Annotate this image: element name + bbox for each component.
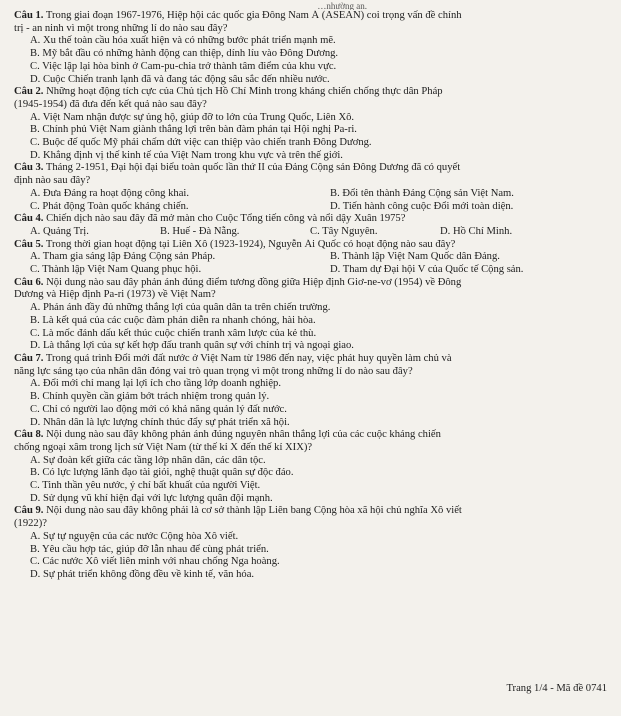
answer-option[interactable]: A. Tham gia sáng lập Đảng Cộng sản Pháp. bbox=[30, 251, 216, 263]
question-5 bbox=[14, 239, 607, 277]
question-text: năng lực sáng tạo của nhân dân đóng vai trò quan trọng vì một trong những lí do nào sau đây? bbox=[14, 365, 413, 377]
question-2 bbox=[14, 86, 607, 162]
answer-option[interactable]: A. Phản ánh đầy đủ những thắng lợi của quân dân ta trên chiến trường. bbox=[30, 302, 331, 314]
question-text: trị - an ninh vì một trong những lí do nào sau đây? bbox=[14, 22, 228, 34]
question-7 bbox=[14, 353, 607, 429]
answer-option[interactable]: D. Tiến hành công cuộc Đổi mới toàn diện. bbox=[330, 200, 514, 212]
answer-option[interactable]: C. Tây Nguyên. bbox=[310, 225, 378, 237]
answer-option[interactable]: A. Xu thế toàn cầu hóa xuất hiện và có những bước phát triển mạnh mẽ. bbox=[30, 35, 336, 47]
answer-option[interactable]: B. Mỹ bắt đầu có những hành động can thiệp, dính líu vào Đông Dương. bbox=[30, 48, 339, 60]
question-line bbox=[14, 353, 607, 366]
answer-option[interactable]: C. Việc lập lại hòa bình ở Cam-pu-chia trở thành tâm điểm của khu vực. bbox=[30, 60, 337, 72]
question-text: Trong thời gian hoạt động tại Liên Xô (1923-1924), Nguyễn Ái Quốc có hoạt động nào sau đây? bbox=[45, 238, 456, 250]
question-number: Câu 9. bbox=[14, 505, 44, 517]
question-line bbox=[14, 162, 607, 175]
question-text: Nội dung nào sau đây phản ánh đúng điểm tương đồng giữa Hiệp định Giơ-ne-vơ (1954) về Đông bbox=[46, 276, 462, 288]
answer-option[interactable]: A. Đổi mới chỉ mang lại lợi ích cho tầng lớp doanh nghiệp. bbox=[30, 378, 282, 390]
question-line bbox=[14, 505, 607, 518]
answer-option-row bbox=[14, 201, 607, 214]
answer-option[interactable]: B. Thành lập Việt Nam Quốc dân Đảng. bbox=[330, 251, 500, 263]
answer-option-row bbox=[14, 226, 607, 239]
answer-option[interactable]: B. Đổi tên thành Đảng Cộng sản Việt Nam. bbox=[330, 187, 514, 199]
answer-option[interactable]: B. Có lực lượng lãnh đạo tài giỏi, nghệ thuật quân sự độc đáo. bbox=[30, 467, 294, 479]
header-fragment: …nhường an. bbox=[317, 2, 367, 10]
question-text: Chiến dịch nào sau đây đã mở màn cho Cuộc Tổng tiến công và nổi dậy Xuân 1975? bbox=[46, 213, 406, 225]
answer-option-row bbox=[14, 251, 607, 264]
question-text: Trong giai đoạn 1967-1976, Hiệp hội các quốc gia Đông Nam Á (ASEAN) coi trọng vấn đề chính bbox=[45, 10, 462, 21]
answer-option[interactable]: D. Nhân dân là lực lượng chính thúc đẩy sự phát triển xã hội. bbox=[30, 416, 290, 428]
question-3 bbox=[14, 162, 607, 213]
question-line bbox=[14, 239, 607, 252]
question-line bbox=[14, 86, 607, 99]
question-8 bbox=[14, 429, 607, 505]
question-text: Những hoạt động tích cực của Chủ tịch Hồ Chí Minh trong kháng chiến chống thực dân Pháp bbox=[46, 86, 443, 98]
answer-option[interactable]: B. Chính quyền cần giảm bớt trách nhiệm trong quản lý. bbox=[30, 391, 270, 403]
answer-option[interactable]: D. Hồ Chí Minh. bbox=[440, 225, 513, 237]
question-text: Dương và Hiệp định Pa-ri (1973) về Việt Nam? bbox=[14, 289, 216, 301]
page-footer: Trang 1/4 - Mã đề 0741 bbox=[506, 683, 607, 695]
question-number: Câu 2. bbox=[14, 86, 44, 98]
answer-option[interactable]: D. Sự phát triển không đồng đều về kinh tế, văn hóa. bbox=[30, 568, 255, 580]
answer-option[interactable]: A. Việt Nam nhận được sự ủng hộ, giúp đỡ to lớn của Trung Quốc, Liên Xô. bbox=[30, 111, 355, 123]
answer-option[interactable]: D. Khẳng định vị thế kinh tế của Việt Nam trong khu vực và trên thế giới. bbox=[30, 149, 343, 161]
question-number: Câu 7. bbox=[14, 352, 44, 364]
answer-option[interactable]: C. Chỉ có người lao động mới có khả năng quản lý đất nước. bbox=[30, 403, 287, 415]
answer-option[interactable]: D. Sử dụng vũ khí hiện đại với lực lượng quân đội mạnh. bbox=[30, 492, 273, 504]
answer-option[interactable]: C. Buộc đế quốc Mỹ phải chấm dứt việc can thiệp vào chiến tranh Đông Dương. bbox=[30, 137, 372, 149]
answer-option[interactable]: B. Yêu cầu hợp tác, giúp đỡ lẫn nhau để cùng phát triển. bbox=[30, 543, 269, 555]
question-line bbox=[14, 442, 607, 455]
question-line bbox=[14, 289, 607, 302]
question-number: Câu 6. bbox=[14, 276, 44, 288]
question-number: Câu 3. bbox=[14, 162, 44, 174]
question-list bbox=[14, 10, 607, 582]
answer-option[interactable]: B. Là kết quả của các cuộc đàm phán diễn ra nhanh chóng, hài hòa. bbox=[30, 314, 316, 326]
question-text: (1945-1954) đã đưa đến kết quả nào sau đây? bbox=[14, 98, 207, 110]
answer-option[interactable]: B. Chính phủ Việt Nam giành thắng lợi trên bàn đàm phán tại Hội nghị Pa-ri. bbox=[30, 124, 357, 136]
question-line bbox=[14, 277, 607, 290]
question-line bbox=[14, 213, 607, 226]
question-line bbox=[14, 10, 607, 23]
answer-option[interactable]: D. Tham dự Đại hội V của Quốc tế Cộng sản. bbox=[330, 264, 524, 276]
answer-option[interactable]: A. Sự đoàn kết giữa các tầng lớp nhân dân, các dân tộc. bbox=[30, 454, 266, 466]
question-text: Nội dung nào sau đây không phải là cơ sở thành lập Liên bang Cộng hòa xã hội chủ nghĩa Xô viết bbox=[46, 505, 462, 517]
question-text: chống ngoại xâm trong lịch sử Việt Nam (từ thế kỉ X đến thế kỉ XIX)? bbox=[14, 441, 313, 453]
question-text: Nội dung nào sau đây không phản ánh đúng nguyên nhân thắng lợi của các cuộc kháng chiến bbox=[46, 429, 441, 441]
question-line bbox=[14, 99, 607, 112]
question-line bbox=[14, 518, 607, 531]
question-line bbox=[14, 23, 607, 36]
question-line bbox=[14, 429, 607, 442]
answer-option[interactable]: C. Các nước Xô viết liên minh với nhau chống Nga hoàng. bbox=[30, 556, 280, 568]
answer-option[interactable]: C. Phát động Toàn quốc kháng chiến. bbox=[30, 200, 189, 212]
question-number: Câu 5. bbox=[14, 238, 44, 250]
question-number: Câu 4. bbox=[14, 213, 44, 225]
question-1 bbox=[14, 10, 607, 86]
question-6 bbox=[14, 277, 607, 353]
question-number: Câu 1. bbox=[14, 10, 44, 21]
answer-option-row bbox=[14, 188, 607, 201]
answer-option[interactable]: A. Sự tự nguyện của các nước Cộng hòa Xô viết. bbox=[30, 530, 239, 542]
question-text: định nào sau đây? bbox=[14, 175, 91, 187]
answer-option[interactable]: B. Huế - Đà Nẵng. bbox=[160, 225, 240, 237]
answer-option[interactable]: D. Là thắng lợi của sự kết hợp đấu tranh quân sự với chính trị và ngoại giao. bbox=[30, 340, 354, 352]
answer-option[interactable]: A. Quảng Trị. bbox=[30, 225, 89, 237]
question-line bbox=[14, 366, 607, 379]
question-4 bbox=[14, 213, 607, 238]
answer-option[interactable]: C. Là mốc đánh dấu kết thúc cuộc chiến tranh xâm lược của kẻ thù. bbox=[30, 327, 317, 339]
answer-option[interactable]: C. Tinh thần yêu nước, ý chí bất khuất của người Việt. bbox=[30, 480, 261, 492]
answer-option[interactable]: C. Thành lập Việt Nam Quang phục hội. bbox=[30, 264, 202, 276]
question-line bbox=[14, 175, 607, 188]
question-text: (1922)? bbox=[14, 518, 47, 530]
answer-option[interactable]: D. Cuộc Chiến tranh lạnh đã và đang tác động sâu sắc đến nhiều nước. bbox=[30, 73, 330, 85]
question-9 bbox=[14, 505, 607, 581]
answer-option[interactable]: A. Đưa Đảng ra hoạt động công khai. bbox=[30, 187, 190, 199]
question-text: Tháng 2-1951, Đại hội đại biểu toàn quốc lần thứ II của Đảng Cộng sản Đông Dương đã có quyết bbox=[45, 162, 461, 174]
question-number: Câu 8. bbox=[14, 429, 44, 441]
question-text: Trong quá trình Đổi mới đất nước ở Việt Nam từ 1986 đến nay, việc phát huy quyền làm chủ và bbox=[45, 352, 452, 364]
answer-option-row bbox=[14, 264, 607, 277]
